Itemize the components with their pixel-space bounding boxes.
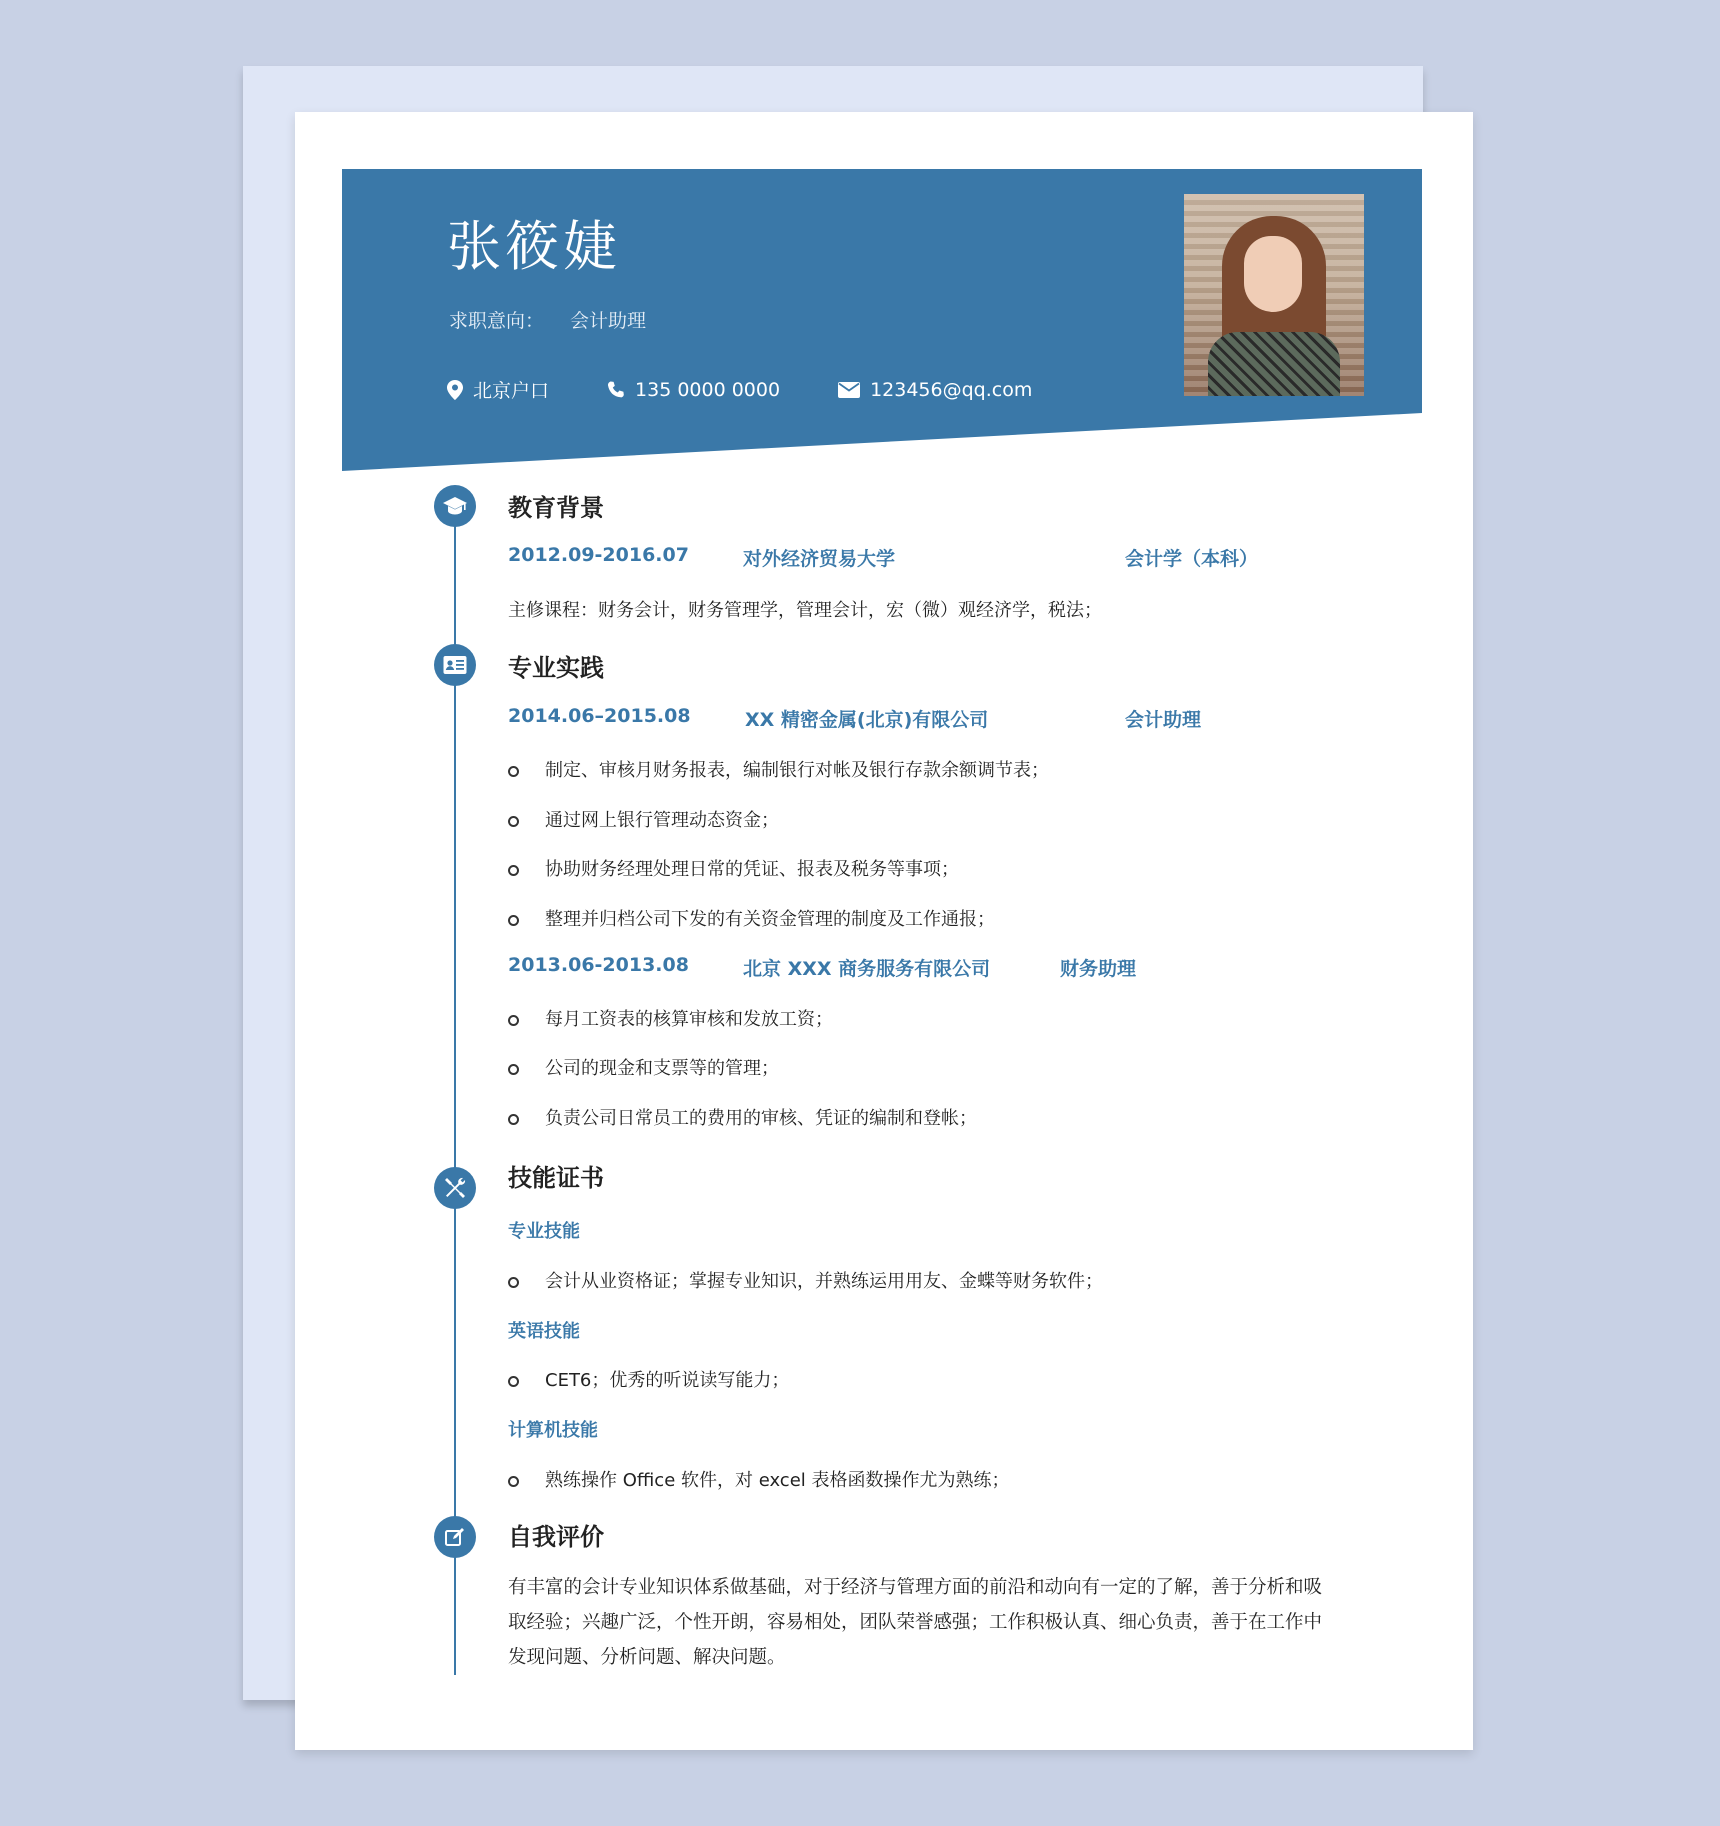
contact-email <box>838 379 1032 401</box>
graduation-cap-icon <box>434 485 476 527</box>
section-title-education: 教育背景 <box>508 494 604 522</box>
job-company: XX 精密金属(北京)有限公司 <box>745 709 989 731</box>
skill-item: 熟练操作 Office 软件，对 excel 表格函数操作尤为熟练； <box>545 1470 1010 1491</box>
job-duty: 公司的现金和支票等的管理； <box>545 1058 779 1079</box>
location-text: 北京户口 <box>473 380 550 402</box>
phone-icon <box>607 381 625 399</box>
bullet-dot <box>508 816 519 827</box>
section-title-self-eval: 自我评价 <box>508 1523 604 1551</box>
bullet-dot <box>508 1376 519 1387</box>
phone-text: 135 0000 0000 <box>635 378 781 401</box>
bullet-dot <box>508 915 519 926</box>
section-title-skills: 技能证书 <box>508 1164 604 1192</box>
timeline-line <box>454 520 456 1675</box>
mail-icon <box>838 382 860 398</box>
skill-item: CET6；优秀的听说读写能力； <box>545 1370 790 1391</box>
profile-photo <box>1184 194 1364 396</box>
bullet-dot <box>508 766 519 777</box>
skill-group-label: 计算机技能 <box>508 1420 598 1441</box>
bullet-dot <box>508 1114 519 1125</box>
skill-item: 会计从业资格证；掌握专业知识，并熟练运用用友、金蝶等财务软件； <box>545 1271 1103 1292</box>
job-role: 会计助理 <box>1125 709 1202 731</box>
education-period: 2012.09-2016.07 <box>508 544 689 566</box>
self-eval-text: 有丰富的会计专业知识体系做基础，对于经济与管理方面的前沿和动向有一定的了解，善于分析和吸取经验；兴趣广泛，个性开朗，容易相处，团队荣誉感强；工作积极认真、细心负责，善于在工作中发现问题、分析问题、解决问题。 <box>508 1577 1323 1668</box>
job-role: 财务助理 <box>1060 958 1137 980</box>
job-duty: 协助财务经理处理日常的凭证、报表及税务等事项； <box>545 859 959 880</box>
edit-icon <box>434 1516 476 1558</box>
id-card-icon <box>434 644 476 686</box>
bullet-dot <box>508 1015 519 1026</box>
education-major: 会计学（本科） <box>1125 548 1259 570</box>
email-text: 123456@qq.com <box>870 378 1033 401</box>
bullet-dot <box>508 1064 519 1075</box>
job-duty: 每月工资表的核算审核和发放工资； <box>545 1009 833 1030</box>
tools-icon <box>434 1167 476 1209</box>
contact-phone <box>607 379 780 401</box>
contact-location <box>447 376 549 403</box>
job-intent-label: 求职意向： <box>449 310 545 332</box>
education-courses: 主修课程：财务会计，财务管理学，管理会计，宏（微）观经济学，税法； <box>508 600 1102 621</box>
candidate-name: 张筱婕 <box>447 215 621 278</box>
bullet-dot <box>508 1476 519 1487</box>
job-duty: 整理并归档公司下发的有关资金管理的制度及工作通报； <box>545 909 995 930</box>
section-title-practice: 专业实践 <box>508 654 604 682</box>
job-duty: 通过网上银行管理动态资金； <box>545 810 779 831</box>
skill-group-label: 专业技能 <box>508 1221 580 1242</box>
job-company: 北京 XXX 商务服务有限公司 <box>743 958 991 980</box>
job-intent <box>449 306 646 333</box>
contact-row <box>447 376 1090 403</box>
job-period: 2014.06–2015.08 <box>508 705 691 727</box>
job-duty: 负责公司日常员工的费用的审核、凭证的编制和登帐； <box>545 1108 977 1129</box>
skill-group-label: 英语技能 <box>508 1321 580 1342</box>
education-school: 对外经济贸易大学 <box>743 548 896 570</box>
bullet-dot <box>508 865 519 876</box>
job-duty: 制定、审核月财务报表，编制银行对帐及银行存款余额调节表； <box>545 760 1049 781</box>
job-intent-value: 会计助理 <box>570 310 647 332</box>
bullet-dot <box>508 1277 519 1288</box>
location-pin-icon <box>447 380 463 400</box>
job-period: 2013.06-2013.08 <box>508 954 689 976</box>
resume-page <box>295 112 1473 1750</box>
